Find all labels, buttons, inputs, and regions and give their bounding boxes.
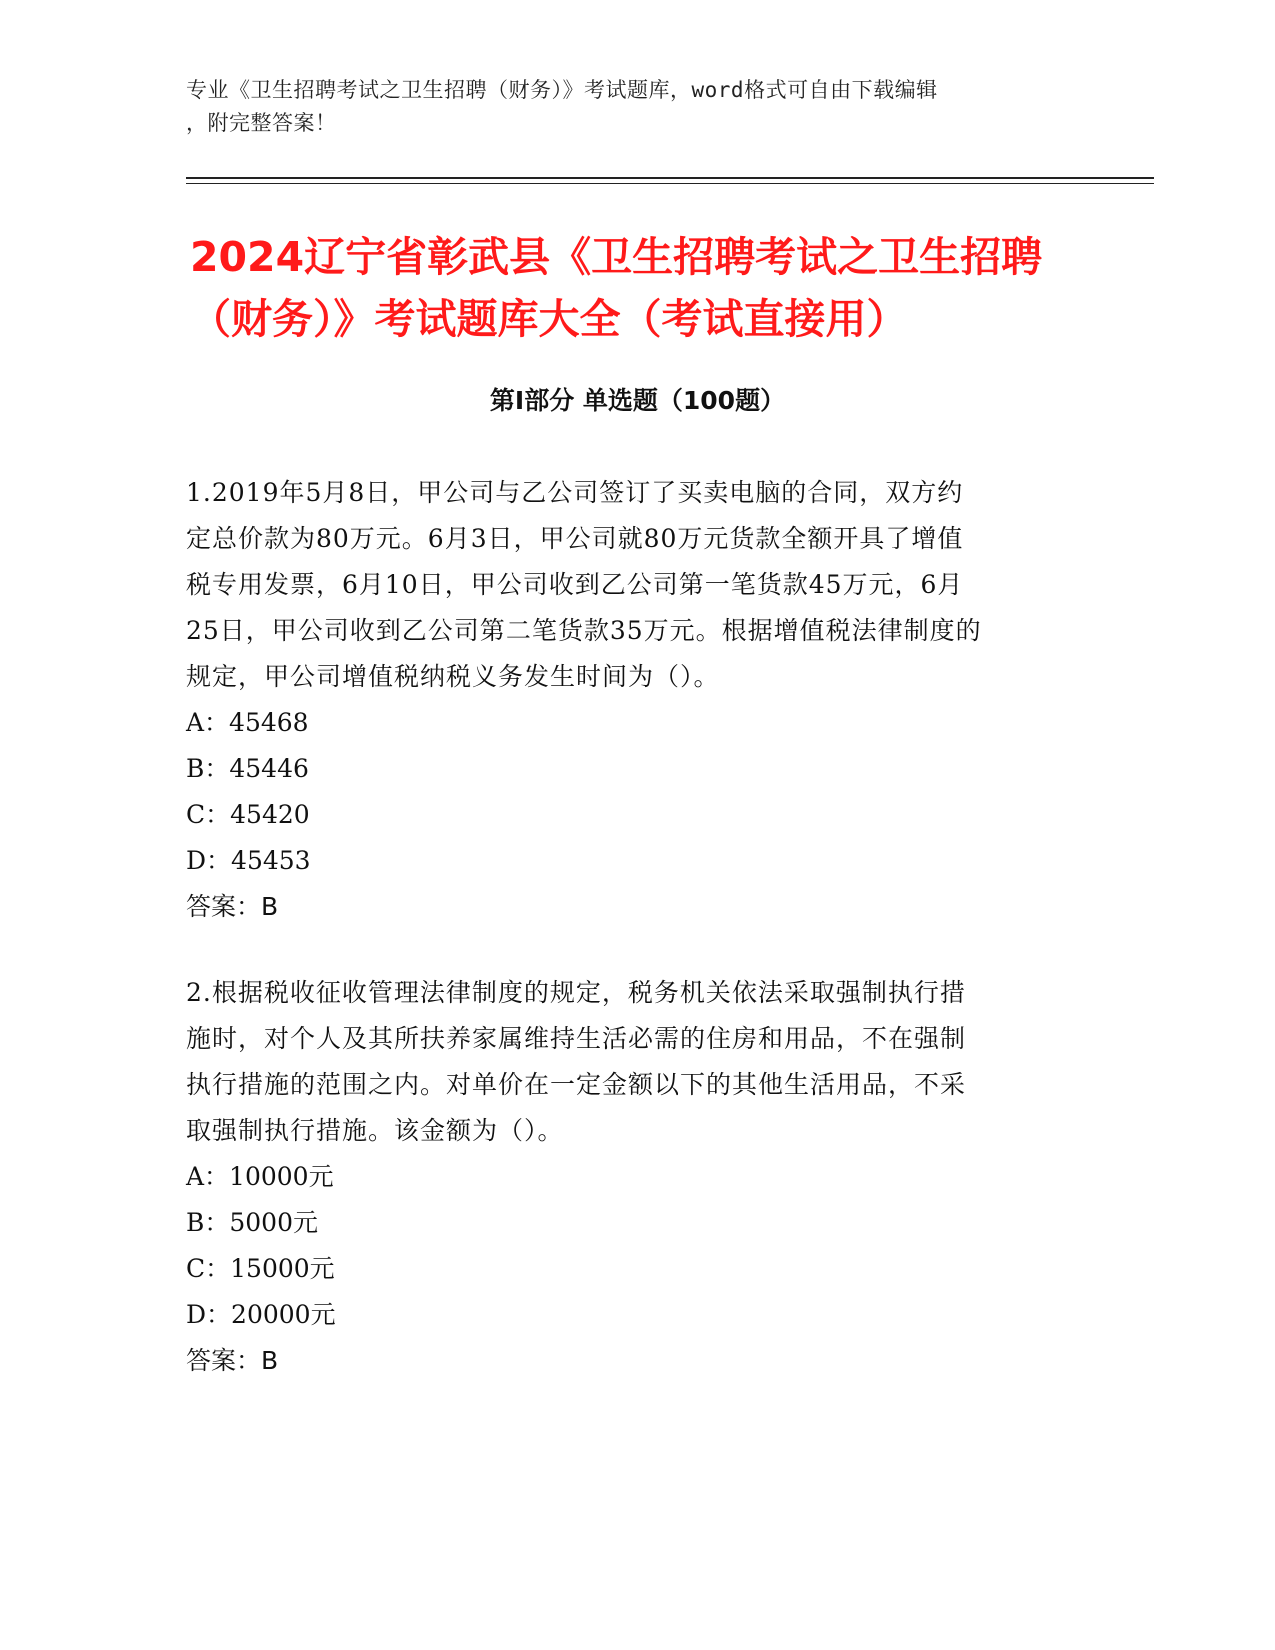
header-note xyxy=(186,74,1066,140)
question-stem-line: 执行措施的范围之内。对单价在一定金额以下的其他生活用品，不采 xyxy=(186,1070,967,1099)
question-stem-line: 2.根据税收征收管理法律制度的规定，税务机关依法采取强制执行措 xyxy=(186,978,966,1007)
section-heading: 第Ⅰ部分 单选题（100题） xyxy=(489,386,786,415)
question-stem-line: 规定，甲公司增值税纳税义务发生时间为（）。 xyxy=(186,662,720,691)
question-stem-line: 施时，对个人及其所扶养家属维持生活必需的住房和用品，不在强制 xyxy=(186,1024,967,1053)
option-c: C：15000元 xyxy=(186,1254,335,1283)
question-stem xyxy=(186,470,1086,700)
question-stem-line: 1.2019年5月8日，甲公司与乙公司签订了买卖电脑的合同，双方约 xyxy=(186,478,964,507)
option-d: D：45453 xyxy=(186,846,311,875)
option-c: C：45420 xyxy=(186,800,310,829)
option-b: B：45446 xyxy=(186,754,309,783)
answer-line: 答案：B xyxy=(186,892,279,921)
header-note-line-1: 专业《卫生招聘考试之卫生招聘（财务）》考试题库，word格式可自由下载编辑 xyxy=(186,78,938,102)
option-a: A：45468 xyxy=(186,708,309,737)
document-title: 2024辽宁省彰武县《卫生招聘考试之卫生招聘（财务）》考试题库大全（考试直接用） xyxy=(190,233,1043,343)
question-stem-line: 25日，甲公司收到乙公司第二笔货款35万元。根据增值税法律制度的 xyxy=(186,616,982,645)
header-note-line-2: ，附完整答案！ xyxy=(186,111,337,135)
option-a: A：10000元 xyxy=(186,1162,334,1191)
header-divider-thick xyxy=(186,177,1154,179)
header-divider-thin xyxy=(186,183,1154,184)
option-d: D：20000元 xyxy=(186,1300,336,1329)
option-b: B：5000元 xyxy=(186,1208,318,1237)
answer-line: 答案：B xyxy=(186,1346,279,1375)
question-stem xyxy=(186,970,1086,1154)
question-1 xyxy=(186,470,1086,930)
question-stem-line: 取强制执行措施。该金额为（）。 xyxy=(186,1116,564,1145)
question-2 xyxy=(186,970,1086,1384)
question-stem-line: 税专用发票，6月10日，甲公司收到乙公司第一笔货款45万元，6月 xyxy=(186,570,964,599)
question-stem-line: 定总价款为80万元。6月3日，甲公司就80万元货款全额开具了增值 xyxy=(186,524,964,553)
